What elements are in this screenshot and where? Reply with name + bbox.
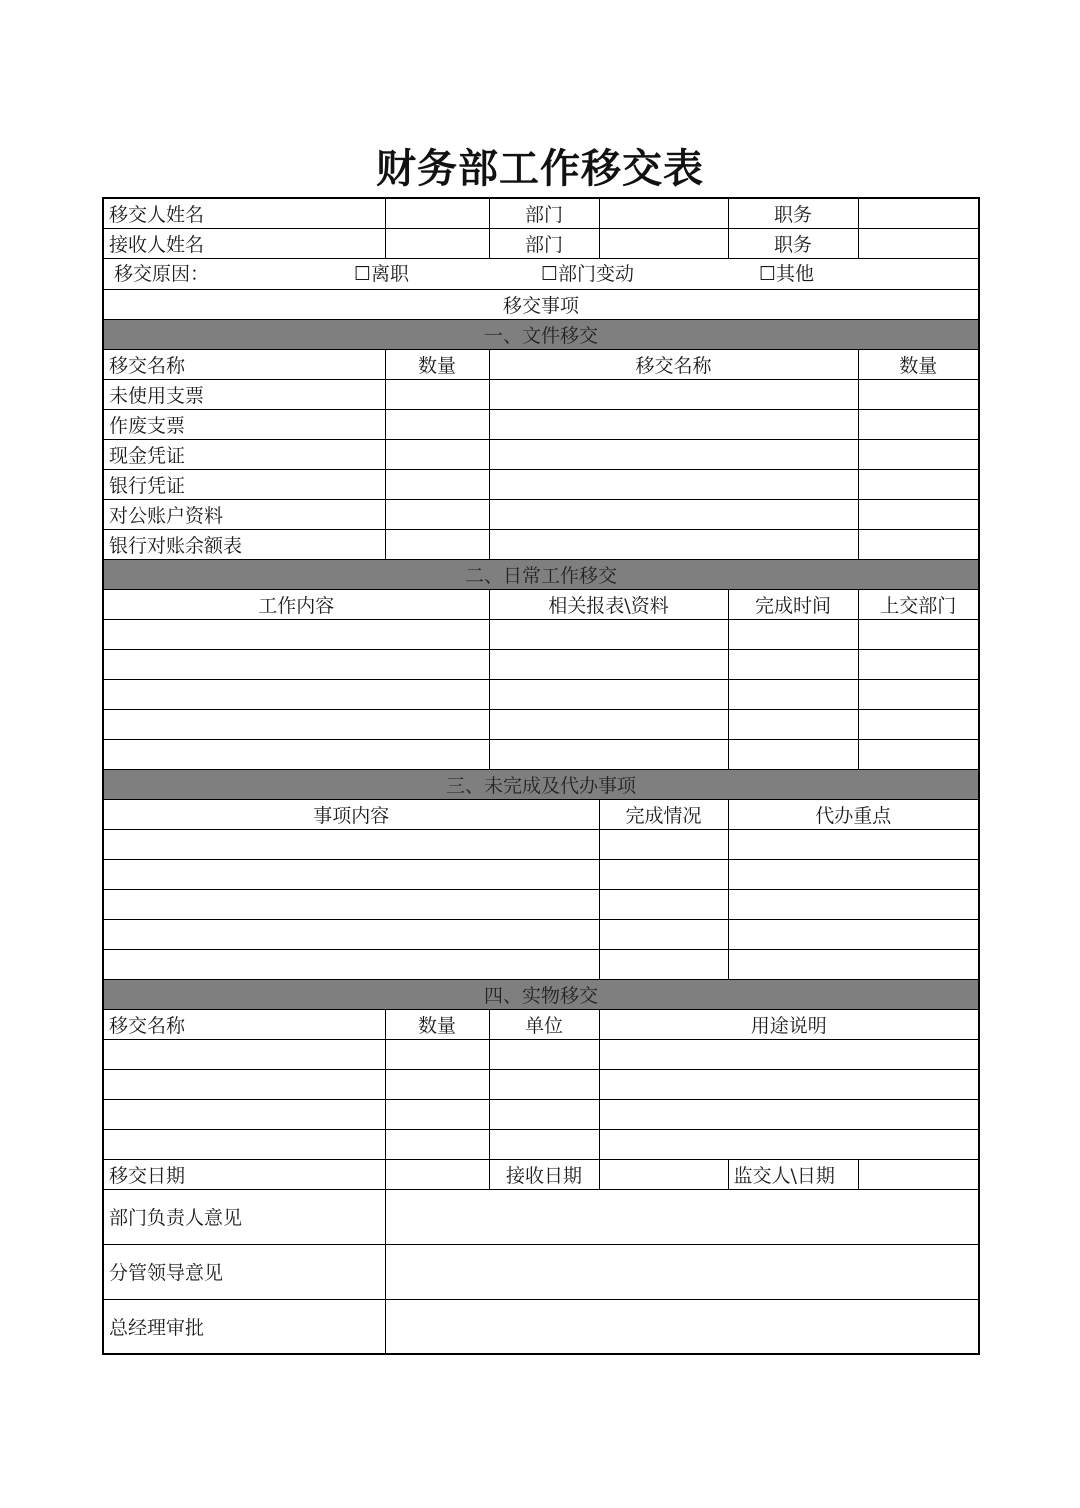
transferor-row [103, 198, 979, 228]
table-row [103, 1069, 979, 1099]
page-title: 财务部工作移交表 [376, 146, 704, 192]
submit-dept-cell[interactable] [858, 619, 979, 649]
transfer-name-cell[interactable] [489, 529, 858, 559]
transfer-form-table [102, 197, 980, 1355]
supervisor-date-label: 监交人\日期 [728, 1159, 858, 1189]
completion-time-cell[interactable] [728, 619, 858, 649]
receiver-name-label: 接收人姓名 [103, 228, 385, 258]
work-content-cell[interactable] [103, 649, 489, 679]
transfer-date-label: 移交日期 [103, 1159, 385, 1189]
quantity-cell[interactable] [858, 439, 979, 469]
completion-status-cell[interactable] [599, 919, 728, 949]
transferor-dept-label: 部门 [489, 198, 599, 228]
section2-title: 二、日常工作移交 [103, 559, 979, 589]
table-row [103, 409, 979, 439]
transfer-name-cell[interactable] [489, 409, 858, 439]
quantity-cell[interactable] [858, 529, 979, 559]
col-pending-key-points: 代办重点 [728, 799, 979, 829]
quantity-cell[interactable] [858, 499, 979, 529]
work-content-cell[interactable] [103, 679, 489, 709]
receiver-name-field[interactable] [385, 228, 489, 258]
table-row [103, 829, 979, 859]
completion-time-cell[interactable] [728, 709, 858, 739]
receiver-dept-label: 部门 [489, 228, 599, 258]
transferor-name-field[interactable] [385, 198, 489, 228]
pending-key-points-cell[interactable] [728, 919, 979, 949]
pending-key-points-cell[interactable] [728, 949, 979, 979]
table-row [103, 919, 979, 949]
matters-row [103, 289, 979, 319]
quantity-cell[interactable] [858, 409, 979, 439]
dept-head-opinion-row [103, 1189, 979, 1244]
col-quantity: 数量 [385, 349, 489, 379]
file-item-label: 银行凭证 [103, 469, 385, 499]
table-row [103, 1099, 979, 1129]
completion-time-cell[interactable] [728, 649, 858, 679]
usage-description-cell[interactable] [599, 1099, 979, 1129]
submit-dept-cell[interactable] [858, 649, 979, 679]
transfer-name-cell[interactable] [103, 1039, 385, 1069]
related-reports-cell[interactable] [489, 709, 728, 739]
leader-opinion-field[interactable] [385, 1244, 979, 1299]
work-content-cell[interactable] [103, 739, 489, 769]
transfer-date-field[interactable] [385, 1159, 489, 1189]
gm-approval-label: 总经理审批 [103, 1299, 385, 1354]
table-row [103, 619, 979, 649]
col-submit-dept: 上交部门 [858, 589, 979, 619]
section4-title: 四、实物移交 [103, 979, 979, 1009]
table-row [103, 739, 979, 769]
submit-dept-cell[interactable] [858, 739, 979, 769]
col-completion-status: 完成情况 [599, 799, 728, 829]
usage-description-cell[interactable] [599, 1039, 979, 1069]
work-content-cell[interactable] [103, 709, 489, 739]
quantity-cell[interactable] [385, 1099, 489, 1129]
table-row [103, 379, 979, 409]
matter-content-cell[interactable] [103, 919, 599, 949]
reason-row [103, 258, 979, 289]
related-reports-cell[interactable] [489, 679, 728, 709]
file-item-label: 现金凭证 [103, 439, 385, 469]
table-row [103, 649, 979, 679]
transferor-dept-field[interactable] [599, 198, 728, 228]
completion-status-cell[interactable] [599, 859, 728, 889]
gm-approval-field[interactable] [385, 1299, 979, 1354]
file-item-label: 对公账户资料 [103, 499, 385, 529]
completion-status-cell[interactable] [599, 829, 728, 859]
receiver-dept-field[interactable] [599, 228, 728, 258]
file-item-label: 银行对账余额表 [103, 529, 385, 559]
pending-key-points-cell[interactable] [728, 889, 979, 919]
table-row [103, 889, 979, 919]
quantity-cell[interactable] [385, 1129, 489, 1159]
matter-content-cell[interactable] [103, 859, 599, 889]
table-row [103, 439, 979, 469]
col-quantity-2: 数量 [858, 349, 979, 379]
completion-status-cell[interactable] [599, 889, 728, 919]
related-reports-cell[interactable] [489, 739, 728, 769]
transfer-name-cell[interactable] [489, 469, 858, 499]
unit-cell[interactable] [489, 1069, 599, 1099]
leader-opinion-label: 分管领导意见 [103, 1244, 385, 1299]
section-header [103, 769, 979, 799]
table-row [103, 529, 979, 559]
work-content-cell[interactable] [103, 619, 489, 649]
unit-cell[interactable] [489, 1039, 599, 1069]
related-reports-cell[interactable] [489, 649, 728, 679]
reason-other-checkbox[interactable]: ☐其他 [759, 262, 815, 285]
completion-status-cell[interactable] [599, 949, 728, 979]
leader-opinion-row [103, 1244, 979, 1299]
transfer-name-cell[interactable] [489, 439, 858, 469]
section3-title: 三、未完成及代办事项 [103, 769, 979, 799]
section-header [103, 979, 979, 1009]
receiver-position-field[interactable] [858, 228, 979, 258]
pending-key-points-cell[interactable] [728, 829, 979, 859]
reason-label: 移交原因： [114, 262, 210, 285]
dept-head-opinion-label: 部门负责人意见 [103, 1189, 385, 1244]
col-quantity: 数量 [385, 1009, 489, 1039]
usage-description-cell[interactable] [599, 1129, 979, 1159]
receiver-row [103, 228, 979, 258]
table-row [103, 709, 979, 739]
section1-column-headers [103, 349, 979, 379]
related-reports-cell[interactable] [489, 619, 728, 649]
matters-label: 移交事项 [103, 289, 979, 319]
col-transfer-name: 移交名称 [103, 349, 385, 379]
transfer-name-cell[interactable] [489, 379, 858, 409]
file-item-label: 未使用支票 [103, 379, 385, 409]
table-row [103, 1129, 979, 1159]
supervisor-date-field[interactable] [858, 1159, 979, 1189]
completion-time-cell[interactable] [728, 679, 858, 709]
table-row [103, 1039, 979, 1069]
quantity-cell[interactable] [385, 379, 489, 409]
dates-row [103, 1159, 979, 1189]
col-work-content: 工作内容 [103, 589, 489, 619]
quantity-cell[interactable] [385, 1039, 489, 1069]
matter-content-cell[interactable] [103, 829, 599, 859]
transferor-name-label: 移交人姓名 [103, 198, 385, 228]
submit-dept-cell[interactable] [858, 709, 979, 739]
table-row [103, 859, 979, 889]
quantity-cell[interactable] [385, 529, 489, 559]
submit-dept-cell[interactable] [858, 679, 979, 709]
col-usage-description: 用途说明 [599, 1009, 979, 1039]
file-item-label: 作废支票 [103, 409, 385, 439]
section3-column-headers [103, 799, 979, 829]
table-row [103, 949, 979, 979]
reason-dept-change-checkbox[interactable]: ☐部门变动 [541, 262, 635, 285]
transfer-name-cell[interactable] [103, 1129, 385, 1159]
section2-column-headers [103, 589, 979, 619]
col-transfer-name-2: 移交名称 [489, 349, 858, 379]
section1-title: 一、文件移交 [103, 319, 979, 349]
unit-cell[interactable] [489, 1129, 599, 1159]
section-header [103, 559, 979, 589]
section-header [103, 319, 979, 349]
quantity-cell[interactable] [385, 439, 489, 469]
transfer-name-cell[interactable] [489, 499, 858, 529]
col-unit: 单位 [489, 1009, 599, 1039]
dept-head-opinion-field[interactable] [385, 1189, 979, 1244]
transfer-name-cell[interactable] [103, 1069, 385, 1099]
quantity-cell[interactable] [858, 379, 979, 409]
table-row [103, 499, 979, 529]
quantity-cell[interactable] [385, 499, 489, 529]
quantity-cell[interactable] [385, 409, 489, 439]
table-row [103, 469, 979, 499]
completion-time-cell[interactable] [728, 739, 858, 769]
quantity-cell[interactable] [385, 469, 489, 499]
quantity-cell[interactable] [858, 469, 979, 499]
transferor-position-label: 职务 [728, 198, 858, 228]
gm-approval-row [103, 1299, 979, 1354]
section4-column-headers [103, 1009, 979, 1039]
usage-description-cell[interactable] [599, 1069, 979, 1099]
pending-key-points-cell[interactable] [728, 859, 979, 889]
reason-resign-checkbox[interactable]: ☐离职 [354, 262, 410, 285]
receive-date-label: 接收日期 [489, 1159, 599, 1189]
table-row [103, 679, 979, 709]
matter-content-cell[interactable] [103, 889, 599, 919]
col-completion-time: 完成时间 [728, 589, 858, 619]
quantity-cell[interactable] [385, 1069, 489, 1099]
unit-cell[interactable] [489, 1099, 599, 1129]
matter-content-cell[interactable] [103, 949, 599, 979]
col-related-reports: 相关报表\资料 [489, 589, 728, 619]
col-matter-content: 事项内容 [103, 799, 599, 829]
transferor-position-field[interactable] [858, 198, 979, 228]
transfer-name-cell[interactable] [103, 1099, 385, 1129]
col-transfer-name: 移交名称 [103, 1009, 385, 1039]
receive-date-field[interactable] [599, 1159, 728, 1189]
receiver-position-label: 职务 [728, 228, 858, 258]
